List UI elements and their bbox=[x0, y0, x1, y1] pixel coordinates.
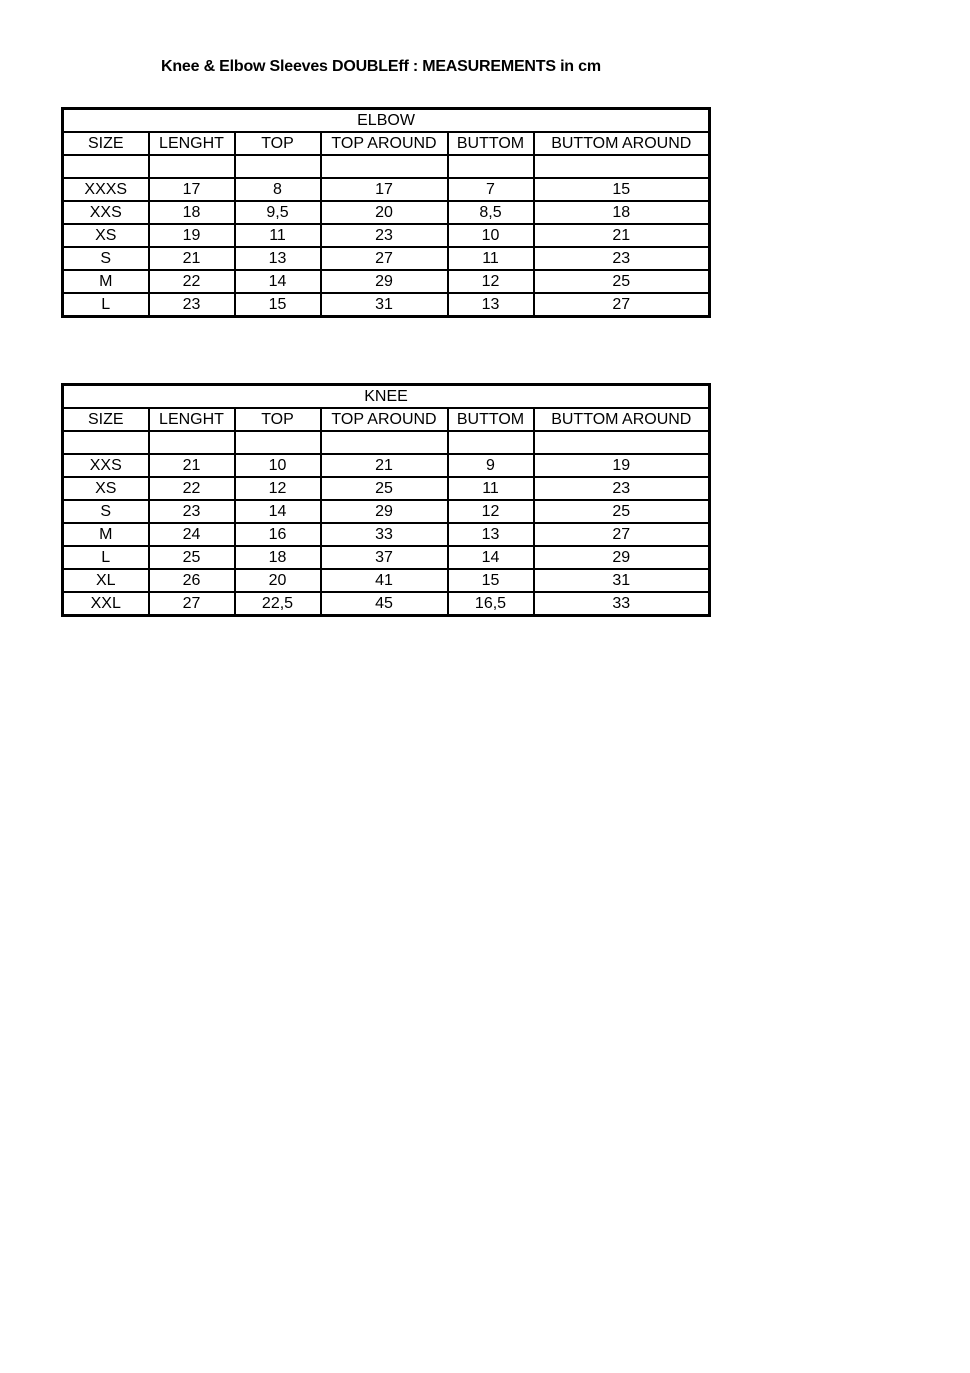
table-cell: 23 bbox=[321, 224, 448, 247]
column-header: TOP bbox=[235, 132, 321, 155]
table-cell: M bbox=[63, 523, 149, 546]
table-cell: 31 bbox=[534, 569, 710, 592]
table-cell: 29 bbox=[321, 500, 448, 523]
table-cell bbox=[235, 431, 321, 454]
table-cell: 31 bbox=[321, 293, 448, 317]
table-cell: XL bbox=[63, 569, 149, 592]
table-cell: 33 bbox=[534, 592, 710, 616]
table-name-row bbox=[63, 385, 710, 409]
column-header: BUTTOM AROUND bbox=[534, 132, 710, 155]
table-cell bbox=[534, 155, 710, 178]
table-cell bbox=[149, 155, 235, 178]
table-cell: XXS bbox=[63, 454, 149, 477]
table-cell: 14 bbox=[235, 270, 321, 293]
table-cell: XXS bbox=[63, 201, 149, 224]
table-cell bbox=[235, 155, 321, 178]
table-cell: 20 bbox=[321, 201, 448, 224]
table-cell: 21 bbox=[149, 454, 235, 477]
table-row bbox=[63, 224, 710, 247]
table-cell: 15 bbox=[534, 178, 710, 201]
table-cell: 15 bbox=[235, 293, 321, 317]
table-row bbox=[63, 454, 710, 477]
table-cell: 45 bbox=[321, 592, 448, 616]
table-cell bbox=[534, 431, 710, 454]
table-cell: 33 bbox=[321, 523, 448, 546]
table-cell: 12 bbox=[448, 270, 534, 293]
table-cell: S bbox=[63, 500, 149, 523]
table-cell: 12 bbox=[235, 477, 321, 500]
table-cell: 14 bbox=[448, 546, 534, 569]
table-row bbox=[63, 592, 710, 616]
table-cell: 27 bbox=[534, 293, 710, 317]
table-cell: 8,5 bbox=[448, 201, 534, 224]
table-cell: 16,5 bbox=[448, 592, 534, 616]
knee-measurements-table bbox=[61, 383, 711, 617]
table-cell: 12 bbox=[448, 500, 534, 523]
column-header: LENGHT bbox=[149, 132, 235, 155]
table-cell: 24 bbox=[149, 523, 235, 546]
table-cell: 7 bbox=[448, 178, 534, 201]
table-cell bbox=[448, 431, 534, 454]
table-cell: 8 bbox=[235, 178, 321, 201]
table-cell: 25 bbox=[534, 270, 710, 293]
table-cell: 21 bbox=[149, 247, 235, 270]
table-cell: 22 bbox=[149, 477, 235, 500]
table-row bbox=[63, 155, 710, 178]
table-cell bbox=[321, 155, 448, 178]
column-header: TOP AROUND bbox=[321, 408, 448, 431]
elbow-measurements-table bbox=[61, 107, 711, 318]
table-cell: 14 bbox=[235, 500, 321, 523]
table-cell: XXL bbox=[63, 592, 149, 616]
table-cell: 29 bbox=[321, 270, 448, 293]
table-name: KNEE bbox=[63, 385, 710, 409]
table-cell: 27 bbox=[321, 247, 448, 270]
table-cell: 21 bbox=[321, 454, 448, 477]
table-cell: 22,5 bbox=[235, 592, 321, 616]
table-cell: S bbox=[63, 247, 149, 270]
table-row bbox=[63, 569, 710, 592]
table-cell: 23 bbox=[149, 293, 235, 317]
table-cell: 23 bbox=[534, 247, 710, 270]
table-cell: 18 bbox=[149, 201, 235, 224]
table-cell: 10 bbox=[448, 224, 534, 247]
table-cell: 23 bbox=[534, 477, 710, 500]
table-row bbox=[63, 293, 710, 317]
table-cell bbox=[448, 155, 534, 178]
header-row bbox=[63, 132, 710, 155]
table-row bbox=[63, 247, 710, 270]
table-cell: 27 bbox=[534, 523, 710, 546]
column-header: SIZE bbox=[63, 132, 149, 155]
table-cell: 11 bbox=[448, 477, 534, 500]
table-cell: XS bbox=[63, 477, 149, 500]
column-header: BUTTOM bbox=[448, 132, 534, 155]
table-cell: 13 bbox=[448, 293, 534, 317]
table-cell: 37 bbox=[321, 546, 448, 569]
document-title: Knee & Elbow Sleeves DOUBLEff : MEASUREMENTS in cm bbox=[161, 58, 601, 75]
table-cell: XS bbox=[63, 224, 149, 247]
table-row bbox=[63, 270, 710, 293]
table-cell: 23 bbox=[149, 500, 235, 523]
table-row bbox=[63, 178, 710, 201]
table-cell: 21 bbox=[534, 224, 710, 247]
table-name: ELBOW bbox=[63, 109, 710, 133]
table-row bbox=[63, 431, 710, 454]
table-cell: L bbox=[63, 546, 149, 569]
table-name-row bbox=[63, 109, 710, 133]
table-cell: 17 bbox=[149, 178, 235, 201]
table-cell bbox=[63, 431, 149, 454]
table-cell: L bbox=[63, 293, 149, 317]
table-cell: 25 bbox=[534, 500, 710, 523]
column-header: TOP AROUND bbox=[321, 132, 448, 155]
column-header: BUTTOM bbox=[448, 408, 534, 431]
table-cell: 22 bbox=[149, 270, 235, 293]
table-row bbox=[63, 201, 710, 224]
table-cell bbox=[63, 155, 149, 178]
table-cell: 10 bbox=[235, 454, 321, 477]
table-cell: 16 bbox=[235, 523, 321, 546]
header-row bbox=[63, 408, 710, 431]
table-cell: 13 bbox=[235, 247, 321, 270]
table-cell: 41 bbox=[321, 569, 448, 592]
table-cell: 25 bbox=[149, 546, 235, 569]
table-cell: 19 bbox=[534, 454, 710, 477]
table-row bbox=[63, 523, 710, 546]
table-cell: 20 bbox=[235, 569, 321, 592]
table-cell: M bbox=[63, 270, 149, 293]
column-header: TOP bbox=[235, 408, 321, 431]
column-header: LENGHT bbox=[149, 408, 235, 431]
table-cell: 25 bbox=[321, 477, 448, 500]
table-cell: 17 bbox=[321, 178, 448, 201]
table-cell: 11 bbox=[448, 247, 534, 270]
table-cell bbox=[321, 431, 448, 454]
table-cell: 9,5 bbox=[235, 201, 321, 224]
table-cell: 18 bbox=[534, 201, 710, 224]
table-cell: 27 bbox=[149, 592, 235, 616]
table-cell: 11 bbox=[235, 224, 321, 247]
table-row bbox=[63, 500, 710, 523]
table-cell: 13 bbox=[448, 523, 534, 546]
table-cell: 29 bbox=[534, 546, 710, 569]
table-cell: 18 bbox=[235, 546, 321, 569]
table-row bbox=[63, 477, 710, 500]
table-cell: 15 bbox=[448, 569, 534, 592]
table-cell bbox=[149, 431, 235, 454]
column-header: SIZE bbox=[63, 408, 149, 431]
table-cell: 19 bbox=[149, 224, 235, 247]
table-cell: 26 bbox=[149, 569, 235, 592]
table-cell: XXXS bbox=[63, 178, 149, 201]
table-row bbox=[63, 546, 710, 569]
column-header: BUTTOM AROUND bbox=[534, 408, 710, 431]
table-cell: 9 bbox=[448, 454, 534, 477]
